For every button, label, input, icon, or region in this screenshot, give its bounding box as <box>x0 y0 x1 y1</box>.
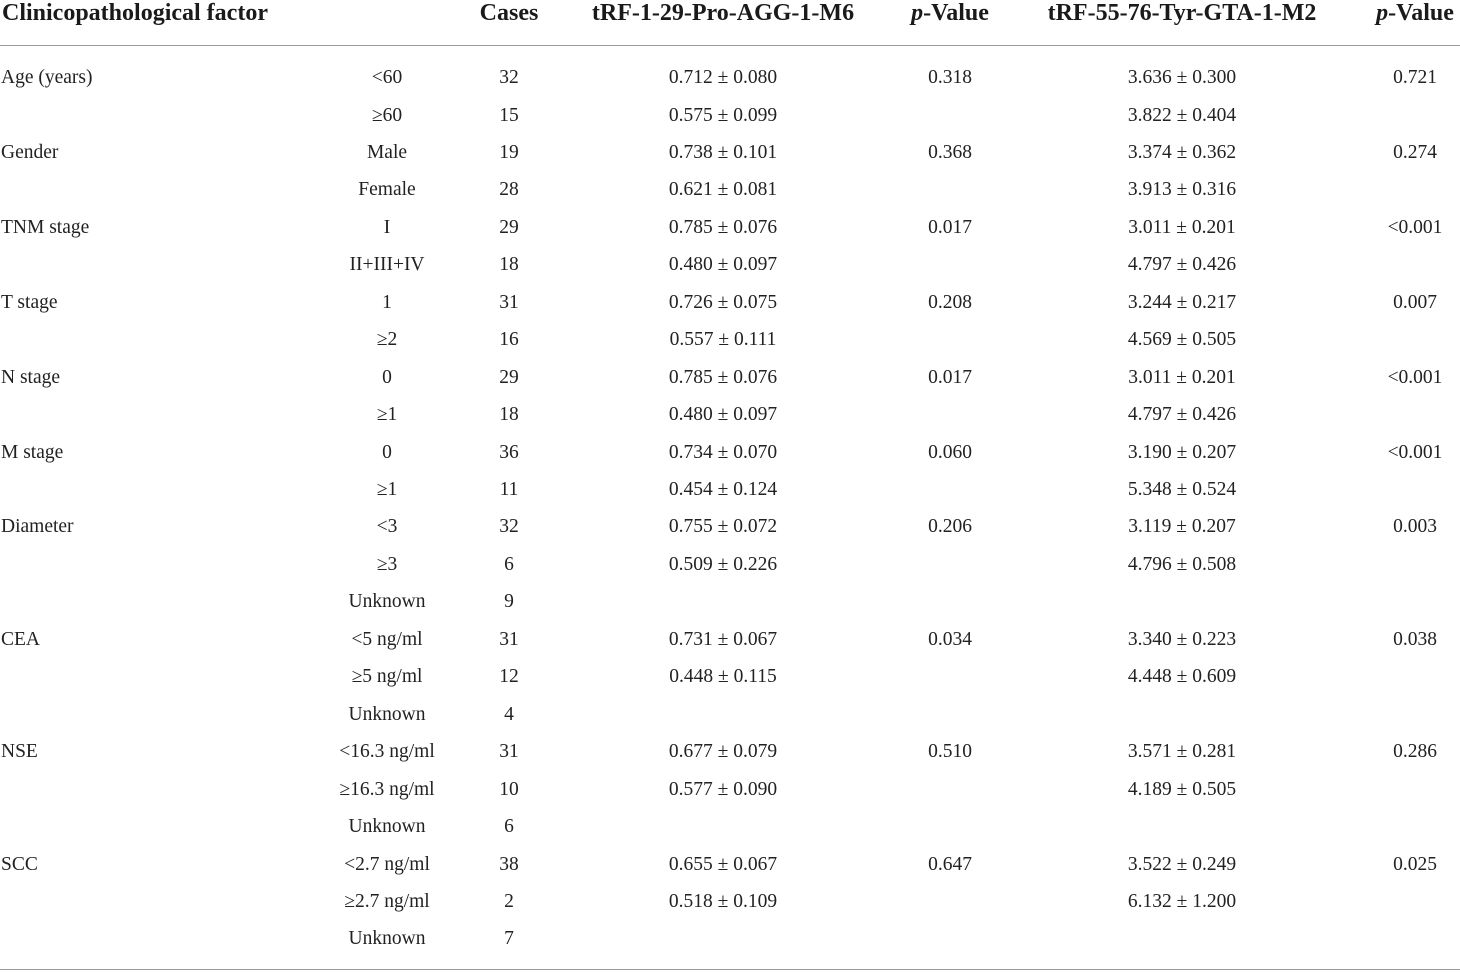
p-value-1-cell: 0.368 <box>928 141 972 163</box>
p-value-2-cell: 0.274 <box>1393 141 1437 163</box>
table-row <box>0 853 1460 890</box>
trf-pro-value-cell: 0.454 ± 0.124 <box>668 479 778 500</box>
table-row <box>0 553 1460 590</box>
p-value-2-cell: 0.038 <box>1393 628 1437 650</box>
trf-tyr-value-cell: 3.011 ± 0.201 <box>1128 216 1236 238</box>
subgroup-cell: ≥60 <box>371 104 403 126</box>
trf-tyr-value-cell: 3.244 ± 0.217 <box>1127 291 1237 313</box>
factor-cell: Diameter <box>1 516 74 538</box>
trf-pro-value-cell: 0.509 ± 0.226 <box>668 553 778 575</box>
trf-tyr-value-cell: 4.569 ± 0.505 <box>1127 329 1237 351</box>
header-factor: Clinicopathological factor <box>2 0 268 26</box>
trf-pro-value-cell: 0.731 ± 0.067 <box>668 628 778 650</box>
subgroup-cell: 0 <box>382 366 392 388</box>
header-p-value-1 <box>911 0 989 26</box>
trf-tyr-value-cell: 6.132 ± 1.200 <box>1127 890 1237 912</box>
p-value-1-cell: 0.208 <box>928 291 972 313</box>
table-row <box>0 927 1460 964</box>
trf-tyr-value-cell: 5.348 ± 0.524 <box>1127 479 1237 500</box>
trf-pro-value-cell: 0.577 ± 0.090 <box>668 778 778 800</box>
table-row <box>0 104 1460 141</box>
trf-tyr-value-cell: 4.796 ± 0.508 <box>1127 553 1237 575</box>
trf-pro-value-cell: 0.712 ± 0.080 <box>668 67 778 88</box>
subgroup-cell: Male <box>366 141 408 163</box>
trf-tyr-value-cell: 4.797 ± 0.426 <box>1127 254 1237 276</box>
subgroup-cell: I <box>383 216 391 238</box>
cases-cell: 38 <box>499 853 519 875</box>
cases-cell: 18 <box>499 254 519 276</box>
header-p-value-2-rest: -Value <box>1388 0 1454 26</box>
cases-cell: 6 <box>504 553 514 575</box>
table-row <box>0 590 1460 627</box>
p-value-1-cell: 0.017 <box>928 366 972 388</box>
table-row <box>0 890 1460 927</box>
trf-tyr-value-cell: 3.119 ± 0.207 <box>1128 516 1236 538</box>
cases-cell: 12 <box>499 666 519 688</box>
cases-cell: 7 <box>504 928 514 950</box>
header-p-value-1-rest: -Value <box>923 0 989 26</box>
subgroup-cell: <5 ng/ml <box>351 628 423 650</box>
table-row <box>0 366 1460 403</box>
header-trf-tyr: tRF-55-76-Tyr-GTA-1-M2 <box>1047 0 1317 26</box>
header-rule <box>0 45 1460 46</box>
subgroup-cell: 1 <box>382 291 392 313</box>
subgroup-cell: Unknown <box>348 928 426 950</box>
cases-cell: 9 <box>504 591 514 613</box>
p-value-2-cell: 0.003 <box>1393 516 1437 538</box>
cases-cell: 29 <box>499 366 519 388</box>
trf-pro-value-cell: 0.734 ± 0.070 <box>668 441 778 463</box>
trf-pro-value-cell: 0.448 ± 0.115 <box>669 666 777 688</box>
table-row <box>0 665 1460 702</box>
p-value-1-cell: 0.647 <box>928 853 972 875</box>
header-cases: Cases <box>479 0 539 26</box>
cases-cell: 32 <box>499 67 519 88</box>
trf-pro-value-cell: 0.677 ± 0.079 <box>668 741 778 763</box>
header-p-value-1-italic: p <box>911 0 924 26</box>
trf-pro-value-cell: 0.785 ± 0.076 <box>668 216 778 238</box>
subgroup-cell: Female <box>358 179 416 201</box>
cases-cell: 10 <box>499 778 519 800</box>
subgroup-cell: ≥16.3 ng/ml <box>339 778 435 800</box>
trf-tyr-value-cell: 3.011 ± 0.201 <box>1128 366 1236 388</box>
table-row <box>0 815 1460 852</box>
header-trf-pro: tRF-1-29-Pro-AGG-1-M6 <box>591 0 855 26</box>
cases-cell: 4 <box>504 703 514 725</box>
factor-cell: T stage <box>1 291 58 313</box>
table-row <box>0 441 1460 478</box>
trf-pro-value-cell: 0.575 ± 0.099 <box>668 104 778 126</box>
trf-tyr-value-cell: 3.822 ± 0.404 <box>1127 104 1237 126</box>
p-value-1-cell: 0.060 <box>928 441 972 463</box>
table-row <box>0 703 1460 740</box>
p-value-1-cell: 0.034 <box>928 628 972 650</box>
p-value-2-cell: 0.007 <box>1393 291 1437 313</box>
subgroup-cell: II+III+IV <box>349 254 425 276</box>
table-row <box>0 216 1460 253</box>
trf-pro-value-cell: 0.621 ± 0.081 <box>668 179 778 201</box>
trf-tyr-value-cell: 3.190 ± 0.207 <box>1127 441 1237 463</box>
cases-cell: 29 <box>499 216 519 238</box>
subgroup-cell: Unknown <box>348 816 426 837</box>
table-row <box>0 628 1460 665</box>
cases-cell: 15 <box>499 104 519 126</box>
header-p-value-2 <box>1376 0 1454 26</box>
subgroup-cell: ≥1 <box>376 404 398 426</box>
table-row <box>0 253 1460 290</box>
cases-cell: 6 <box>504 816 514 837</box>
trf-pro-value-cell: 0.480 ± 0.097 <box>668 404 778 426</box>
factor-cell: M stage <box>1 441 64 463</box>
trf-tyr-value-cell: 3.374 ± 0.362 <box>1127 141 1237 163</box>
factor-cell: CEA <box>1 628 40 650</box>
cases-cell: 19 <box>499 141 519 163</box>
table-row <box>0 778 1460 815</box>
table-row <box>0 478 1460 515</box>
table-row <box>0 66 1460 103</box>
p-value-2-cell: <0.001 <box>1387 216 1443 238</box>
cases-cell: 31 <box>499 741 519 763</box>
trf-tyr-value-cell: 3.522 ± 0.249 <box>1127 853 1237 875</box>
factor-cell: SCC <box>1 853 38 875</box>
cases-cell: 28 <box>499 179 519 201</box>
p-value-1-cell: 0.017 <box>928 216 972 238</box>
subgroup-cell: Unknown <box>348 703 426 725</box>
subgroup-cell: <2.7 ng/ml <box>344 853 430 875</box>
table-row <box>0 403 1460 440</box>
trf-tyr-value-cell: 3.340 ± 0.223 <box>1127 628 1237 650</box>
p-value-1-cell: 0.206 <box>928 516 972 538</box>
cases-cell: 32 <box>499 516 519 538</box>
p-value-2-cell: 0.286 <box>1393 741 1437 763</box>
subgroup-cell: ≥1 <box>376 479 398 500</box>
p-value-2-cell: 0.025 <box>1393 853 1437 875</box>
cases-cell: 2 <box>504 890 514 912</box>
trf-pro-value-cell: 0.738 ± 0.101 <box>668 141 778 163</box>
trf-pro-value-cell: 0.480 ± 0.097 <box>668 254 778 276</box>
factor-cell: N stage <box>1 366 61 388</box>
header-p-value-2-italic: p <box>1376 0 1389 26</box>
cases-cell: 31 <box>499 628 519 650</box>
factor-cell: Gender <box>1 141 59 163</box>
table-row <box>0 328 1460 365</box>
table-row <box>0 141 1460 178</box>
trf-tyr-value-cell: 3.636 ± 0.300 <box>1127 67 1237 88</box>
trf-tyr-value-cell: 3.913 ± 0.316 <box>1127 179 1237 201</box>
trf-tyr-value-cell: 4.797 ± 0.426 <box>1127 404 1237 426</box>
subgroup-cell: Unknown <box>348 591 426 613</box>
trf-tyr-value-cell: 3.571 ± 0.281 <box>1127 741 1237 763</box>
table-row <box>0 515 1460 552</box>
subgroup-cell: <3 <box>376 516 398 538</box>
trf-pro-value-cell: 0.755 ± 0.072 <box>668 516 778 538</box>
subgroup-cell: ≥2.7 ng/ml <box>344 890 430 912</box>
subgroup-cell: <16.3 ng/ml <box>339 741 435 763</box>
subgroup-cell: 0 <box>382 441 392 463</box>
cases-cell: 18 <box>499 404 519 426</box>
trf-pro-value-cell: 0.785 ± 0.076 <box>668 366 778 388</box>
subgroup-cell: <60 <box>371 67 403 88</box>
cases-cell: 11 <box>499 479 519 500</box>
factor-cell: TNM stage <box>1 216 90 238</box>
trf-pro-value-cell: 0.655 ± 0.067 <box>668 853 778 875</box>
trf-tyr-value-cell: 4.448 ± 0.609 <box>1127 666 1237 688</box>
p-value-2-cell: 0.721 <box>1393 67 1437 88</box>
p-value-2-cell: <0.001 <box>1387 366 1443 388</box>
cases-cell: 36 <box>499 441 519 463</box>
p-value-1-cell: 0.318 <box>928 67 972 88</box>
cases-cell: 16 <box>499 329 519 351</box>
subgroup-cell: ≥5 ng/ml <box>351 666 423 688</box>
p-value-1-cell: 0.510 <box>928 741 972 763</box>
table-header <box>0 0 1460 45</box>
table-row <box>0 291 1460 328</box>
table-row <box>0 740 1460 777</box>
subgroup-cell: ≥2 <box>376 329 398 351</box>
bottom-rule <box>0 969 1460 970</box>
trf-tyr-value-cell: 4.189 ± 0.505 <box>1127 778 1237 800</box>
table-row <box>0 178 1460 215</box>
p-value-2-cell: <0.001 <box>1387 441 1443 463</box>
cases-cell: 31 <box>499 291 519 313</box>
factor-cell: NSE <box>1 741 38 763</box>
subgroup-cell: ≥3 <box>376 553 398 575</box>
trf-pro-value-cell: 0.518 ± 0.109 <box>668 890 778 912</box>
factor-cell: Age (years) <box>1 67 93 88</box>
trf-pro-value-cell: 0.557 ± 0.111 <box>669 329 777 351</box>
trf-pro-value-cell: 0.726 ± 0.075 <box>668 291 778 313</box>
